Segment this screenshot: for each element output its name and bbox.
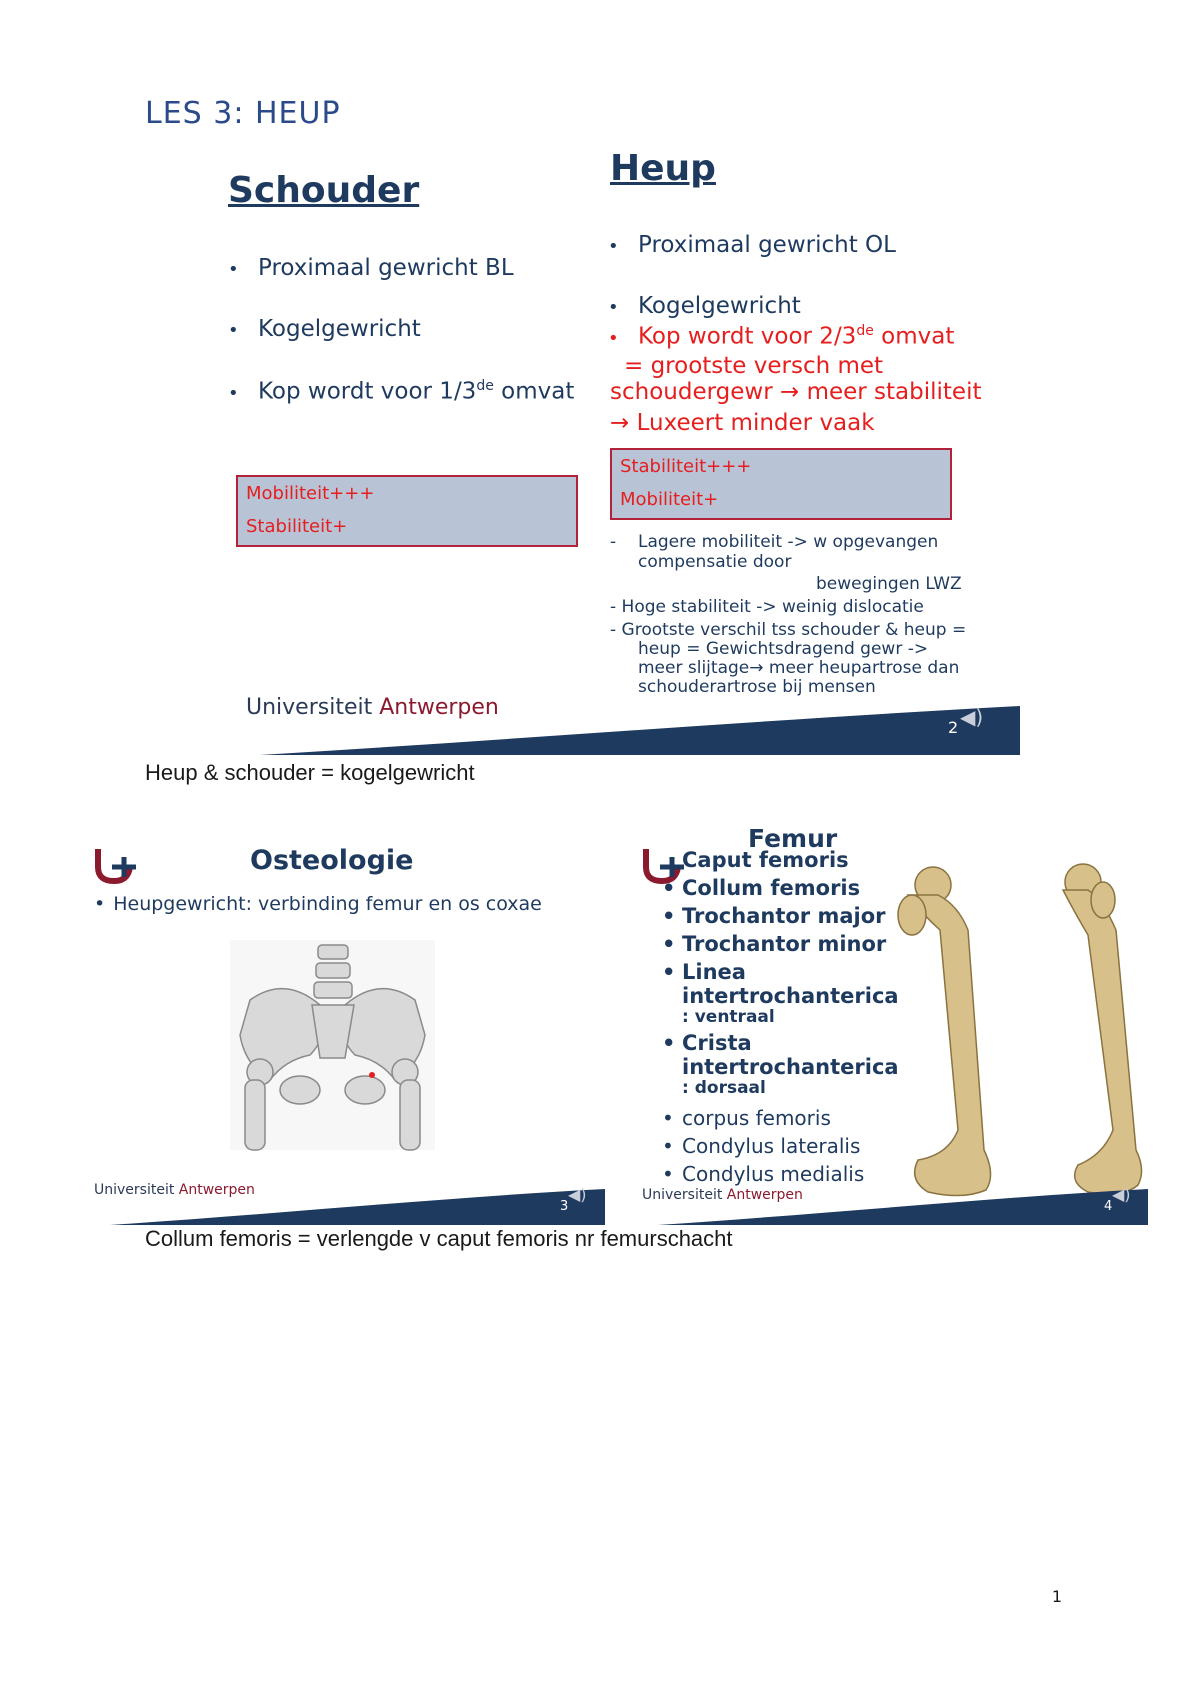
heup-bullet-3: • Kop wordt voor 2/3de omvat (608, 323, 955, 350)
heup-red-line-2: = grootste versch met (624, 353, 884, 379)
schouder-summary-box (236, 475, 578, 547)
dash-3-line-c: meer slijtage→ meer heupartrose dan (638, 658, 960, 678)
list-item: • corpus femoris (662, 1106, 831, 1130)
heup-red-line-3: schoudergewr → meer stabiliteit (610, 379, 982, 405)
heup-summary-box (610, 448, 952, 520)
list-item: • Collum femoris (662, 876, 861, 900)
university-logo-text: Universiteit Antwerpen (246, 695, 499, 720)
university-logo-text: Universiteit Antwerpen (642, 1187, 803, 1203)
note-collum-femoris: Collum femoris = verlengde v caput femoris nr femurschacht (145, 1226, 733, 1251)
list-item: • Linea (662, 960, 746, 984)
schouder-bullet-2: • Kogelgewricht (228, 316, 421, 342)
dash-3-line-d: schouderartrose bij mensen (638, 677, 876, 697)
dash-1-line-a: Lagere mobiliteit -> w opgevangen (638, 532, 939, 552)
heup-bullet-1: • Proximaal gewricht OL (608, 232, 896, 258)
list-item-continued: : dorsaal (682, 1078, 766, 1098)
list-item: • Condylus lateralis (662, 1134, 861, 1158)
list-item: • Condylus medialis (662, 1162, 865, 1186)
heup-heading: Heup (610, 148, 716, 189)
speaker-icon[interactable]: ◀) (960, 705, 984, 729)
document-title: LES 3: HEUP (145, 96, 341, 131)
heup-bullet-2: • Kogelgewricht (608, 293, 801, 319)
slide-femur (638, 820, 1148, 1225)
dash-3-line-a: - Grootste verschil tss schouder & heup = (610, 620, 967, 640)
list-item: • Trochantor minor (662, 932, 887, 956)
femur-heading: Femur (748, 824, 838, 853)
list-item-continued: intertrochanterica (682, 1055, 899, 1079)
list-item: • Trochantor major (662, 904, 886, 928)
heup-red-line-4: → Luxeert minder vaak (610, 410, 875, 436)
list-item-continued: intertrochanterica (682, 984, 899, 1008)
slide-number: 3 (560, 1199, 569, 1214)
dash-2: - Hoge stabiliteit -> weinig dislocatie (610, 597, 924, 617)
footer-swoosh (110, 1185, 605, 1225)
osteologie-heading: Osteologie (250, 845, 414, 876)
dash-3-line-b: heup = Gewichtsdragend gewr -> (638, 639, 929, 659)
schouder-heading: Schouder (228, 170, 420, 211)
dash-1-line-c: bewegingen LWZ (816, 574, 962, 594)
list-item: • Crista (662, 1031, 752, 1055)
list-item-continued: : ventraal (682, 1007, 775, 1027)
slide-osteologie (90, 835, 605, 1225)
box-mobiliteit: Mobiliteit+++ (246, 483, 375, 504)
page-number: 1 (1051, 1587, 1062, 1606)
speaker-icon[interactable]: ◀) (1112, 1185, 1131, 1204)
slide-schouder-heup (220, 140, 1020, 755)
dash-1-line-b: compensatie door (638, 552, 792, 572)
slide-number: 2 (948, 718, 959, 737)
slide-number: 4 (1104, 1199, 1113, 1214)
footer-swoosh (658, 1185, 1148, 1225)
list-item: Caput femoris (682, 848, 849, 872)
university-logo-text: Universiteit Antwerpen (94, 1182, 255, 1198)
speaker-icon[interactable]: ◀) (568, 1185, 587, 1204)
femur-bones-illustration (888, 860, 1148, 1200)
osteologie-bullet: • Heupgewricht: verbinding femur en os coxae (94, 893, 542, 915)
box-stabiliteit: Stabiliteit+++ (620, 456, 752, 477)
dash-1-marker: - (610, 532, 617, 552)
university-emblem-icon (92, 845, 138, 885)
footer-swoosh (260, 700, 1020, 755)
pelvis-illustration (230, 940, 435, 1150)
box-stabiliteit: Stabiliteit+ (246, 516, 348, 537)
schouder-bullet-1: • Proximaal gewricht BL (228, 255, 514, 281)
box-mobiliteit: Mobiliteit+ (620, 489, 719, 510)
schouder-bullet-3: • Kop wordt voor 1/3de omvat (228, 378, 575, 405)
note-heup-schouder: Heup & schouder = kogelgewricht (145, 760, 475, 785)
